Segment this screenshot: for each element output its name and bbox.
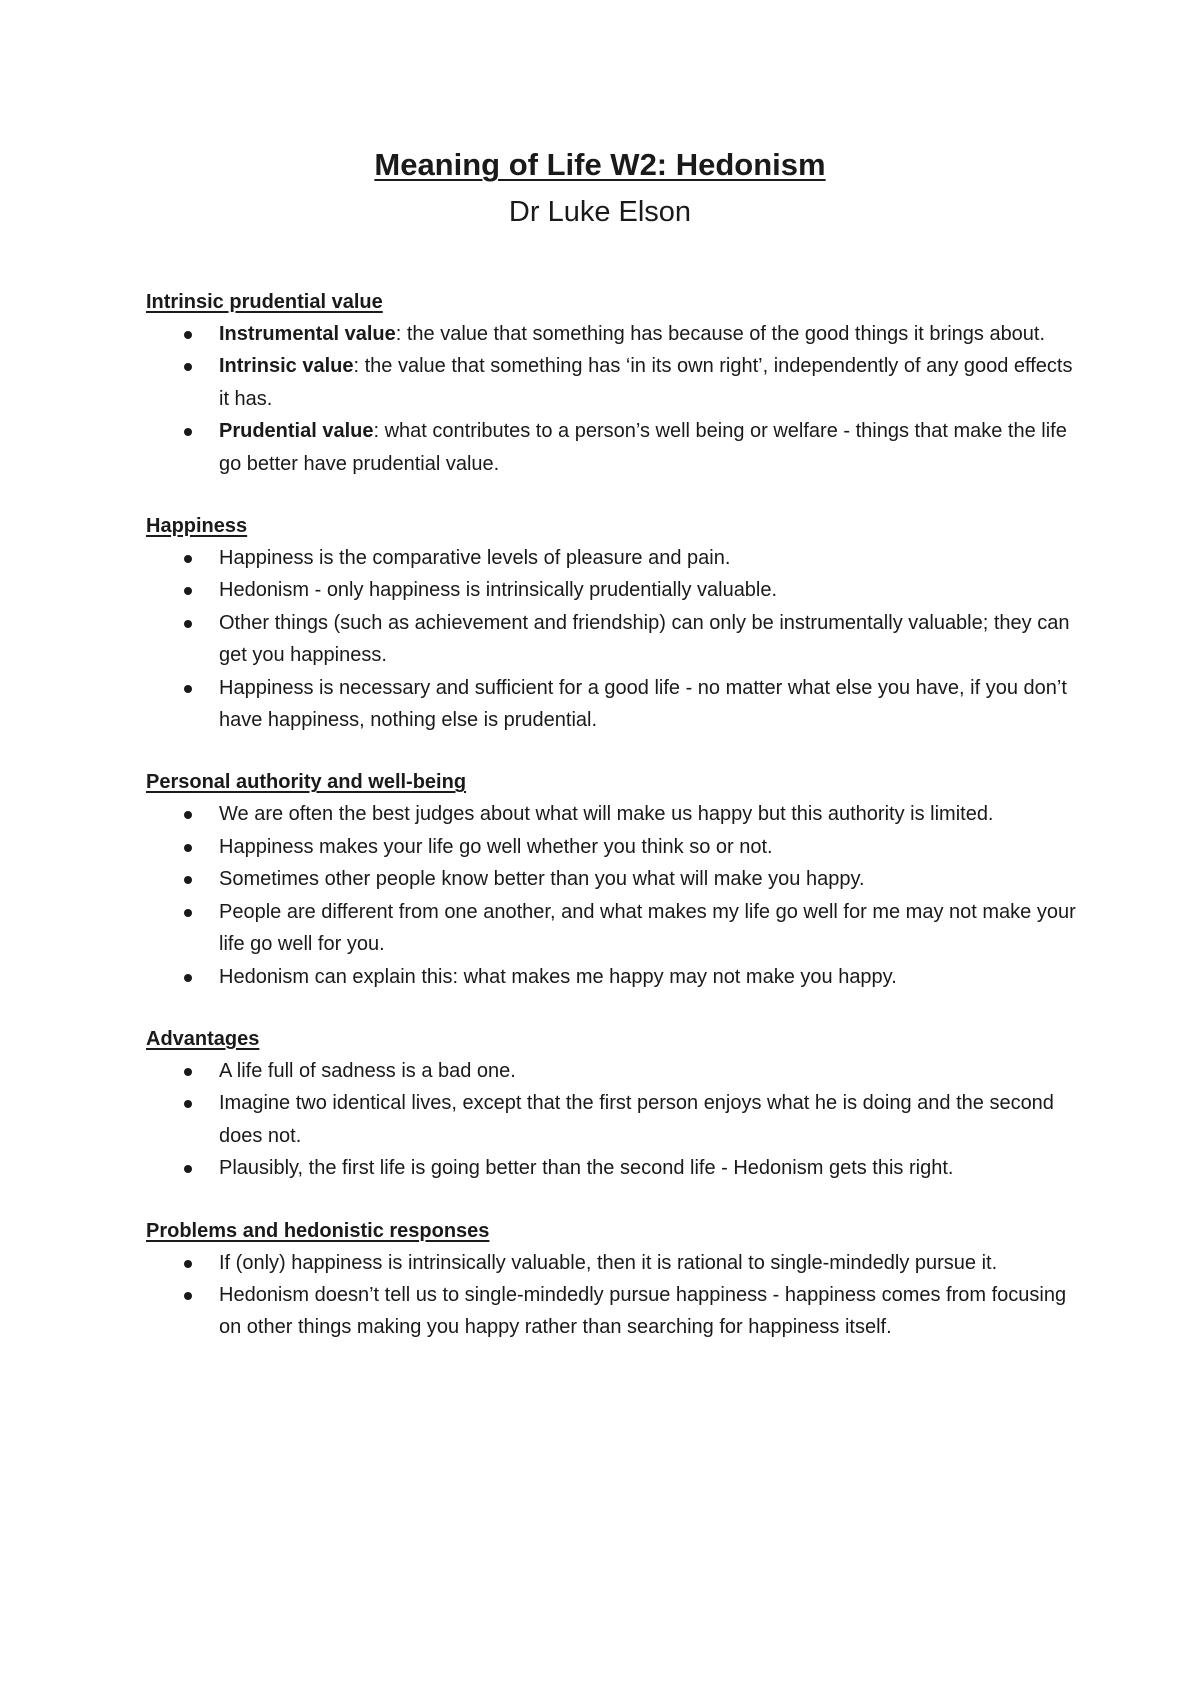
section-heading: Problems and hedonistic responses xyxy=(146,1219,490,1242)
list-item xyxy=(146,798,1086,830)
bullet-icon xyxy=(184,555,192,563)
item-text: Other things (such as achievement and friendship) can only be instrumentally valuable; they can get you happiness. xyxy=(219,611,1070,667)
item-text: : the value that something has because of the good things it brings about. xyxy=(395,323,1046,345)
item-text: : what contributes to a person’s well being or welfare - things that make the life go better have prudential value. xyxy=(219,420,1067,475)
bullet-list xyxy=(146,1247,1086,1344)
item-text: Happiness makes your life go well whether you think so or not. xyxy=(219,835,773,858)
list-item xyxy=(146,350,1086,415)
bullet-icon xyxy=(184,1292,192,1300)
list-item xyxy=(146,318,1086,350)
bullet-icon xyxy=(184,428,192,436)
bullet-list xyxy=(146,542,1086,736)
list-item xyxy=(146,1247,1086,1279)
item-text: Plausibly, the first life is going better than the second life - Hedonism gets this right. xyxy=(219,1157,954,1180)
list-item xyxy=(146,542,1086,574)
list-item xyxy=(146,415,1086,480)
item-text: Happiness is the comparative levels of pleasure and pain. xyxy=(219,547,731,570)
list-item xyxy=(146,607,1086,672)
bullet-icon xyxy=(184,1165,192,1173)
list-item xyxy=(146,961,1086,993)
bullet-icon xyxy=(184,909,192,917)
term-label: Intrinsic value xyxy=(219,355,354,378)
list-item xyxy=(146,672,1086,737)
bullet-list xyxy=(146,1055,1086,1185)
bullet-icon xyxy=(184,363,192,371)
term-label: Prudential value xyxy=(219,420,374,443)
item-text: Hedonism can explain this: what makes me happy may not make you happy. xyxy=(219,965,897,988)
list-item xyxy=(146,1087,1086,1152)
item-text: Happiness is necessary and sufficient for a good life - no matter what else you have, if you don’t have happiness, nothing else is prudential. xyxy=(219,676,1067,732)
item-text: People are different from one another, and what makes my life go well for me may not make your life go well for you. xyxy=(219,900,1076,956)
bullet-icon xyxy=(184,876,192,884)
author-name: Dr Luke Elson xyxy=(508,196,692,228)
bullet-icon xyxy=(184,974,192,982)
section-happiness xyxy=(146,510,1086,736)
item-text: Imagine two identical lives, except that the first person enjoys what he is doing and the second does not. xyxy=(219,1092,1054,1147)
bullet-icon xyxy=(184,331,192,339)
section-heading: Advantages xyxy=(146,1027,260,1050)
item-text: Hedonism doesn’t tell us to single-mindedly pursue happiness - happiness comes from focusing on other things making you happy rather than searching for happiness itself. xyxy=(219,1283,1067,1339)
list-item xyxy=(146,1055,1086,1087)
list-item xyxy=(146,574,1086,606)
section-heading: Personal authority and well-being xyxy=(146,771,467,794)
bullet-icon xyxy=(184,1100,192,1108)
item-text: If (only) happiness is intrinsically valuable, then it is rational to single-mindedly pursue it. xyxy=(219,1251,998,1274)
term-label: Instrumental value xyxy=(219,323,396,345)
section-problems-and-responses xyxy=(146,1215,1086,1344)
list-item xyxy=(146,863,1086,895)
bullet-list xyxy=(146,318,1086,480)
bullet-list xyxy=(146,798,1086,992)
page-title: Meaning of Life W2: Hedonism xyxy=(374,147,826,182)
item-text: Sometimes other people know better than you what will make you happy. xyxy=(219,868,865,891)
section-intrinsic-prudential-value xyxy=(146,286,1086,480)
bullet-icon xyxy=(184,844,192,852)
document-body xyxy=(146,286,1086,1374)
list-item xyxy=(146,1279,1086,1344)
bullet-icon xyxy=(184,1068,192,1076)
section-heading: Happiness xyxy=(146,515,248,538)
section-heading: Intrinsic prudential value xyxy=(146,291,383,313)
section-advantages xyxy=(146,1023,1086,1185)
section-personal-authority xyxy=(146,766,1086,992)
bullet-icon xyxy=(184,1260,192,1268)
item-text: A life full of sadness is a bad one. xyxy=(219,1059,516,1082)
list-item xyxy=(146,896,1086,961)
bullet-icon xyxy=(184,811,192,819)
list-item xyxy=(146,831,1086,863)
bullet-icon xyxy=(184,620,192,628)
list-item xyxy=(146,1152,1086,1184)
item-text: : the value that something has ‘in its own right’, independently of any good effects it has. xyxy=(219,355,1073,410)
bullet-icon xyxy=(184,587,192,595)
bullet-icon xyxy=(184,685,192,693)
item-text: We are often the best judges about what will make us happy but this authority is limited. xyxy=(219,803,994,826)
item-text: Hedonism - only happiness is intrinsically prudentially valuable. xyxy=(219,579,778,602)
